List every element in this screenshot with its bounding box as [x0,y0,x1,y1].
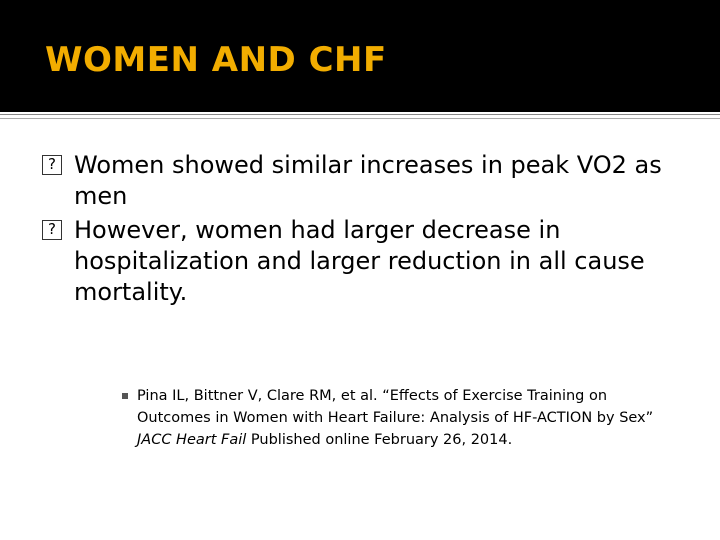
missing-glyph-icon: ? [42,220,62,240]
header-divider-secondary [0,118,720,119]
bullet-item [42,215,692,308]
bullet-text: Women showed similar increases in peak VO2 as men [74,151,662,210]
square-bullet-icon [122,393,128,399]
citation-publication: Published online February 26, 2014. [246,432,513,448]
bullet-list [42,150,692,311]
citation-text: Pina IL, Bittner V, Clare RM, et al. “Effects of Exercise Training on Outcomes in Women with Heart Failure: Analysis of HF-ACTION by Sex” [137,388,654,426]
bullet-item [42,150,692,212]
citation-list [122,385,682,451]
missing-glyph-icon: ? [42,155,62,175]
citation-journal: JACC Heart Fail [137,432,247,448]
title-band [0,0,720,112]
citation-item [122,385,682,451]
header-divider [0,114,720,115]
bullet-text: However, women had larger decrease in hospitalization and larger reduction in all cause mortality. [74,216,645,306]
slide-title: WOMEN AND CHF [45,40,387,80]
